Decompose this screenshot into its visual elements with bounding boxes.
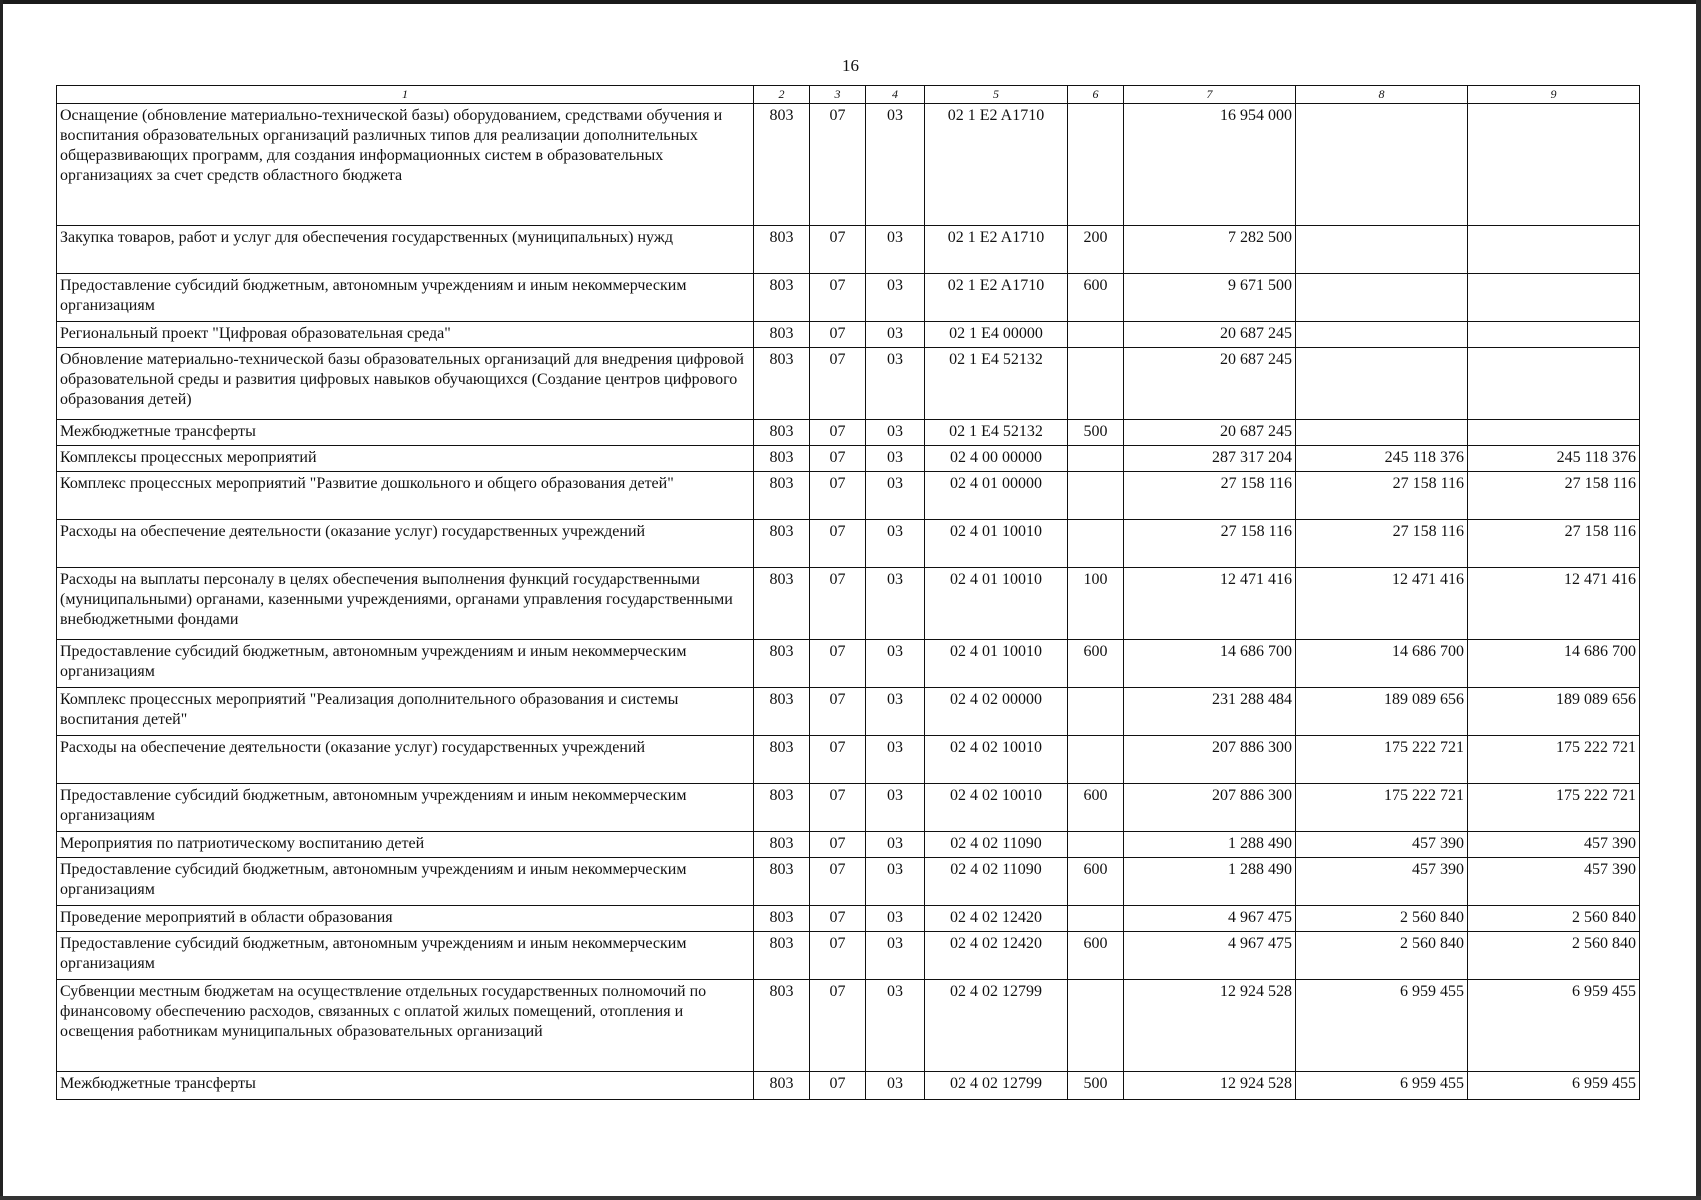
row-amount-3-cell: 6 959 455	[1468, 980, 1640, 1072]
row-grbs-cell: 803	[754, 832, 810, 858]
row-target-article-cell: 02 1 E4 52132	[925, 420, 1068, 446]
row-name-cell: Комплексы процессных мероприятий	[57, 446, 754, 472]
row-amount-2-cell: 2 560 840	[1296, 906, 1468, 932]
table-row	[57, 640, 1640, 688]
row-target-article-cell: 02 4 02 12799	[925, 980, 1068, 1072]
table-row	[57, 980, 1640, 1072]
row-expense-type-cell	[1068, 832, 1124, 858]
row-amount-3-cell: 14 686 700	[1468, 640, 1640, 688]
row-section-cell: 07	[810, 322, 866, 348]
row-grbs-cell: 803	[754, 104, 810, 226]
row-amount-1-cell: 12 471 416	[1124, 568, 1296, 640]
row-amount-3-cell	[1468, 420, 1640, 446]
scan-border-top	[0, 0, 1701, 4]
row-amount-2-cell: 457 390	[1296, 832, 1468, 858]
table-body	[57, 104, 1640, 1100]
row-name-cell: Межбюджетные трансферты	[57, 1072, 754, 1100]
row-amount-2-cell: 189 089 656	[1296, 688, 1468, 736]
table-row	[57, 832, 1640, 858]
row-expense-type-cell: 500	[1068, 1072, 1124, 1100]
row-grbs-cell: 803	[754, 1072, 810, 1100]
row-name-cell: Предоставление субсидий бюджетным, автономным учреждениям и иным некоммерческим организациям	[57, 932, 754, 980]
row-amount-3-cell: 27 158 116	[1468, 520, 1640, 568]
col-header-4: 4	[866, 86, 925, 104]
row-amount-1-cell: 4 967 475	[1124, 932, 1296, 980]
row-expense-type-cell	[1068, 104, 1124, 226]
row-grbs-cell: 803	[754, 322, 810, 348]
row-name-cell: Комплекс процессных мероприятий "Реализация дополнительного образования и системы воспитания детей"	[57, 688, 754, 736]
row-grbs-cell: 803	[754, 226, 810, 274]
row-section-cell: 07	[810, 472, 866, 520]
row-amount-1-cell: 1 288 490	[1124, 832, 1296, 858]
table-row	[57, 736, 1640, 784]
row-subsection-cell: 03	[866, 688, 925, 736]
row-expense-type-cell	[1068, 980, 1124, 1072]
row-target-article-cell: 02 4 02 12799	[925, 1072, 1068, 1100]
row-expense-type-cell: 600	[1068, 932, 1124, 980]
table-row	[57, 1072, 1640, 1100]
row-grbs-cell: 803	[754, 932, 810, 980]
row-amount-3-cell: 2 560 840	[1468, 932, 1640, 980]
row-target-article-cell: 02 4 02 12420	[925, 906, 1068, 932]
row-section-cell: 07	[810, 568, 866, 640]
row-amount-2-cell: 27 158 116	[1296, 472, 1468, 520]
row-expense-type-cell	[1068, 736, 1124, 784]
row-amount-1-cell: 4 967 475	[1124, 906, 1296, 932]
row-target-article-cell: 02 1 E2 A1710	[925, 274, 1068, 322]
row-expense-type-cell: 100	[1068, 568, 1124, 640]
row-amount-2-cell	[1296, 322, 1468, 348]
scan-border-left	[0, 0, 3, 1200]
row-subsection-cell: 03	[866, 736, 925, 784]
row-section-cell: 07	[810, 832, 866, 858]
row-subsection-cell: 03	[866, 640, 925, 688]
row-subsection-cell: 03	[866, 520, 925, 568]
row-amount-2-cell	[1296, 348, 1468, 420]
table-header	[57, 86, 1640, 104]
row-section-cell: 07	[810, 520, 866, 568]
table-row	[57, 688, 1640, 736]
row-amount-1-cell: 12 924 528	[1124, 980, 1296, 1072]
col-header-8: 8	[1296, 86, 1468, 104]
row-amount-3-cell	[1468, 348, 1640, 420]
row-amount-3-cell: 175 222 721	[1468, 784, 1640, 832]
row-grbs-cell: 803	[754, 980, 810, 1072]
row-amount-1-cell: 20 687 245	[1124, 322, 1296, 348]
row-grbs-cell: 803	[754, 568, 810, 640]
row-target-article-cell: 02 1 E4 00000	[925, 322, 1068, 348]
row-expense-type-cell	[1068, 446, 1124, 472]
row-section-cell: 07	[810, 980, 866, 1072]
row-amount-3-cell: 189 089 656	[1468, 688, 1640, 736]
row-expense-type-cell	[1068, 688, 1124, 736]
row-subsection-cell: 03	[866, 226, 925, 274]
row-expense-type-cell: 600	[1068, 274, 1124, 322]
row-amount-1-cell: 27 158 116	[1124, 472, 1296, 520]
col-header-7: 7	[1124, 86, 1296, 104]
row-amount-3-cell: 245 118 376	[1468, 446, 1640, 472]
budget-table	[56, 85, 1640, 1100]
table-row	[57, 784, 1640, 832]
row-amount-1-cell: 27 158 116	[1124, 520, 1296, 568]
table-row	[57, 568, 1640, 640]
table-row	[57, 520, 1640, 568]
row-target-article-cell: 02 1 E2 A1710	[925, 226, 1068, 274]
table-row	[57, 420, 1640, 446]
row-amount-2-cell: 14 686 700	[1296, 640, 1468, 688]
row-section-cell: 07	[810, 640, 866, 688]
row-amount-1-cell: 287 317 204	[1124, 446, 1296, 472]
row-subsection-cell: 03	[866, 1072, 925, 1100]
row-expense-type-cell: 500	[1068, 420, 1124, 446]
row-name-cell: Расходы на выплаты персоналу в целях обеспечения выполнения функций государственными (муниципальными) органами, казенными учреждениями, органами управления государственными внебюджетными фондами	[57, 568, 754, 640]
row-name-cell: Проведение мероприятий в области образования	[57, 906, 754, 932]
row-target-article-cell: 02 4 01 10010	[925, 568, 1068, 640]
row-amount-1-cell: 207 886 300	[1124, 736, 1296, 784]
row-section-cell: 07	[810, 784, 866, 832]
row-expense-type-cell	[1068, 348, 1124, 420]
row-section-cell: 07	[810, 1072, 866, 1100]
table-row	[57, 446, 1640, 472]
row-subsection-cell: 03	[866, 784, 925, 832]
table-row	[57, 322, 1640, 348]
column-number-row	[57, 86, 1640, 104]
row-subsection-cell: 03	[866, 568, 925, 640]
row-amount-1-cell: 7 282 500	[1124, 226, 1296, 274]
row-amount-3-cell: 12 471 416	[1468, 568, 1640, 640]
row-amount-1-cell: 20 687 245	[1124, 420, 1296, 446]
row-target-article-cell: 02 4 02 12420	[925, 932, 1068, 980]
row-amount-1-cell: 16 954 000	[1124, 104, 1296, 226]
row-section-cell: 07	[810, 932, 866, 980]
row-amount-2-cell: 245 118 376	[1296, 446, 1468, 472]
row-amount-2-cell: 457 390	[1296, 858, 1468, 906]
row-amount-2-cell: 175 222 721	[1296, 736, 1468, 784]
table-row	[57, 932, 1640, 980]
row-subsection-cell: 03	[866, 322, 925, 348]
row-section-cell: 07	[810, 858, 866, 906]
row-subsection-cell: 03	[866, 980, 925, 1072]
row-amount-2-cell	[1296, 104, 1468, 226]
row-amount-2-cell	[1296, 226, 1468, 274]
row-amount-1-cell: 14 686 700	[1124, 640, 1296, 688]
row-target-article-cell: 02 4 00 00000	[925, 446, 1068, 472]
row-name-cell: Предоставление субсидий бюджетным, автономным учреждениям и иным некоммерческим организациям	[57, 640, 754, 688]
row-target-article-cell: 02 1 E4 52132	[925, 348, 1068, 420]
row-target-article-cell: 02 4 01 10010	[925, 520, 1068, 568]
col-header-1: 1	[57, 86, 754, 104]
row-amount-1-cell: 20 687 245	[1124, 348, 1296, 420]
row-name-cell: Расходы на обеспечение деятельности (оказание услуг) государственных учреждений	[57, 520, 754, 568]
row-section-cell: 07	[810, 348, 866, 420]
row-expense-type-cell	[1068, 472, 1124, 520]
row-name-cell: Предоставление субсидий бюджетным, автономным учреждениям и иным некоммерческим организациям	[57, 784, 754, 832]
table-row	[57, 472, 1640, 520]
scan-border-bottom	[0, 1196, 1701, 1200]
row-subsection-cell: 03	[866, 274, 925, 322]
row-amount-1-cell: 207 886 300	[1124, 784, 1296, 832]
row-grbs-cell: 803	[754, 688, 810, 736]
row-expense-type-cell: 200	[1068, 226, 1124, 274]
row-name-cell: Региональный проект "Цифровая образовательная среда"	[57, 322, 754, 348]
row-amount-2-cell: 175 222 721	[1296, 784, 1468, 832]
row-amount-2-cell: 6 959 455	[1296, 980, 1468, 1072]
row-amount-2-cell: 12 471 416	[1296, 568, 1468, 640]
row-section-cell: 07	[810, 420, 866, 446]
row-name-cell: Мероприятия по патриотическому воспитанию детей	[57, 832, 754, 858]
row-section-cell: 07	[810, 446, 866, 472]
scan-border-right	[1696, 0, 1701, 1200]
col-header-5: 5	[925, 86, 1068, 104]
row-name-cell: Закупка товаров, работ и услуг для обеспечения государственных (муниципальных) нужд	[57, 226, 754, 274]
table-row	[57, 906, 1640, 932]
col-header-3: 3	[810, 86, 866, 104]
row-section-cell: 07	[810, 688, 866, 736]
row-grbs-cell: 803	[754, 446, 810, 472]
row-target-article-cell: 02 4 02 10010	[925, 784, 1068, 832]
row-subsection-cell: 03	[866, 906, 925, 932]
col-header-9: 9	[1468, 86, 1640, 104]
row-name-cell: Расходы на обеспечение деятельности (оказание услуг) государственных учреждений	[57, 736, 754, 784]
row-expense-type-cell	[1068, 322, 1124, 348]
row-target-article-cell: 02 4 01 00000	[925, 472, 1068, 520]
row-grbs-cell: 803	[754, 420, 810, 446]
row-section-cell: 07	[810, 274, 866, 322]
row-subsection-cell: 03	[866, 932, 925, 980]
row-subsection-cell: 03	[866, 832, 925, 858]
row-name-cell: Предоставление субсидий бюджетным, автономным учреждениям и иным некоммерческим организациям	[57, 274, 754, 322]
row-amount-3-cell	[1468, 322, 1640, 348]
row-amount-1-cell: 9 671 500	[1124, 274, 1296, 322]
row-grbs-cell: 803	[754, 274, 810, 322]
row-target-article-cell: 02 1 E2 A1710	[925, 104, 1068, 226]
row-grbs-cell: 803	[754, 906, 810, 932]
row-amount-2-cell	[1296, 420, 1468, 446]
row-amount-3-cell: 2 560 840	[1468, 906, 1640, 932]
row-target-article-cell: 02 4 02 11090	[925, 858, 1068, 906]
row-amount-2-cell: 27 158 116	[1296, 520, 1468, 568]
row-expense-type-cell	[1068, 906, 1124, 932]
row-section-cell: 07	[810, 906, 866, 932]
row-amount-3-cell	[1468, 226, 1640, 274]
row-amount-3-cell	[1468, 104, 1640, 226]
row-amount-3-cell: 457 390	[1468, 858, 1640, 906]
row-target-article-cell: 02 4 01 10010	[925, 640, 1068, 688]
row-amount-1-cell: 1 288 490	[1124, 858, 1296, 906]
row-amount-2-cell: 2 560 840	[1296, 932, 1468, 980]
row-expense-type-cell: 600	[1068, 784, 1124, 832]
row-target-article-cell: 02 4 02 10010	[925, 736, 1068, 784]
row-grbs-cell: 803	[754, 736, 810, 784]
row-name-cell: Предоставление субсидий бюджетным, автономным учреждениям и иным некоммерческим организациям	[57, 858, 754, 906]
row-subsection-cell: 03	[866, 104, 925, 226]
row-subsection-cell: 03	[866, 348, 925, 420]
row-name-cell: Комплекс процессных мероприятий "Развитие дошкольного и общего образования детей"	[57, 472, 754, 520]
col-header-6: 6	[1068, 86, 1124, 104]
page-number: 16	[842, 56, 859, 75]
table-row	[57, 274, 1640, 322]
row-subsection-cell: 03	[866, 472, 925, 520]
row-grbs-cell: 803	[754, 472, 810, 520]
col-header-2: 2	[754, 86, 810, 104]
row-subsection-cell: 03	[866, 420, 925, 446]
table-row	[57, 348, 1640, 420]
row-amount-3-cell: 175 222 721	[1468, 736, 1640, 784]
table-row	[57, 226, 1640, 274]
table-row	[57, 858, 1640, 906]
row-amount-1-cell: 231 288 484	[1124, 688, 1296, 736]
row-amount-3-cell	[1468, 274, 1640, 322]
row-grbs-cell: 803	[754, 348, 810, 420]
row-amount-2-cell	[1296, 274, 1468, 322]
row-grbs-cell: 803	[754, 784, 810, 832]
row-section-cell: 07	[810, 736, 866, 784]
row-subsection-cell: 03	[866, 858, 925, 906]
row-name-cell: Межбюджетные трансферты	[57, 420, 754, 446]
row-section-cell: 07	[810, 226, 866, 274]
row-expense-type-cell: 600	[1068, 858, 1124, 906]
row-name-cell: Обновление материально-технической базы образовательных организаций для внедрения цифровой образовательной среды и развития цифровых навыков обучающихся (Создание центров цифрового образования детей)	[57, 348, 754, 420]
row-grbs-cell: 803	[754, 858, 810, 906]
row-target-article-cell: 02 4 02 00000	[925, 688, 1068, 736]
row-grbs-cell: 803	[754, 520, 810, 568]
row-grbs-cell: 803	[754, 640, 810, 688]
row-name-cell: Субвенции местным бюджетам на осуществление отдельных государственных полномочий по финансовому обеспечению расходов, связанных с оплатой жилых помещений, отопления и освещения работникам муниципальных образовательных организаций	[57, 980, 754, 1072]
row-name-cell: Оснащение (обновление материально-технической базы) оборудованием, средствами обучения и воспитания образовательных организаций различных типов для реализации дополнительных общеразвивающих программ, для создания информационных систем в образовательных организациях за счет средств областного бюджета	[57, 104, 754, 226]
row-target-article-cell: 02 4 02 11090	[925, 832, 1068, 858]
row-amount-1-cell: 12 924 528	[1124, 1072, 1296, 1100]
row-amount-3-cell: 27 158 116	[1468, 472, 1640, 520]
row-amount-2-cell: 6 959 455	[1296, 1072, 1468, 1100]
row-amount-3-cell: 457 390	[1468, 832, 1640, 858]
row-section-cell: 07	[810, 104, 866, 226]
row-subsection-cell: 03	[866, 446, 925, 472]
table-row	[57, 104, 1640, 226]
row-expense-type-cell	[1068, 520, 1124, 568]
row-expense-type-cell: 600	[1068, 640, 1124, 688]
row-amount-3-cell: 6 959 455	[1468, 1072, 1640, 1100]
